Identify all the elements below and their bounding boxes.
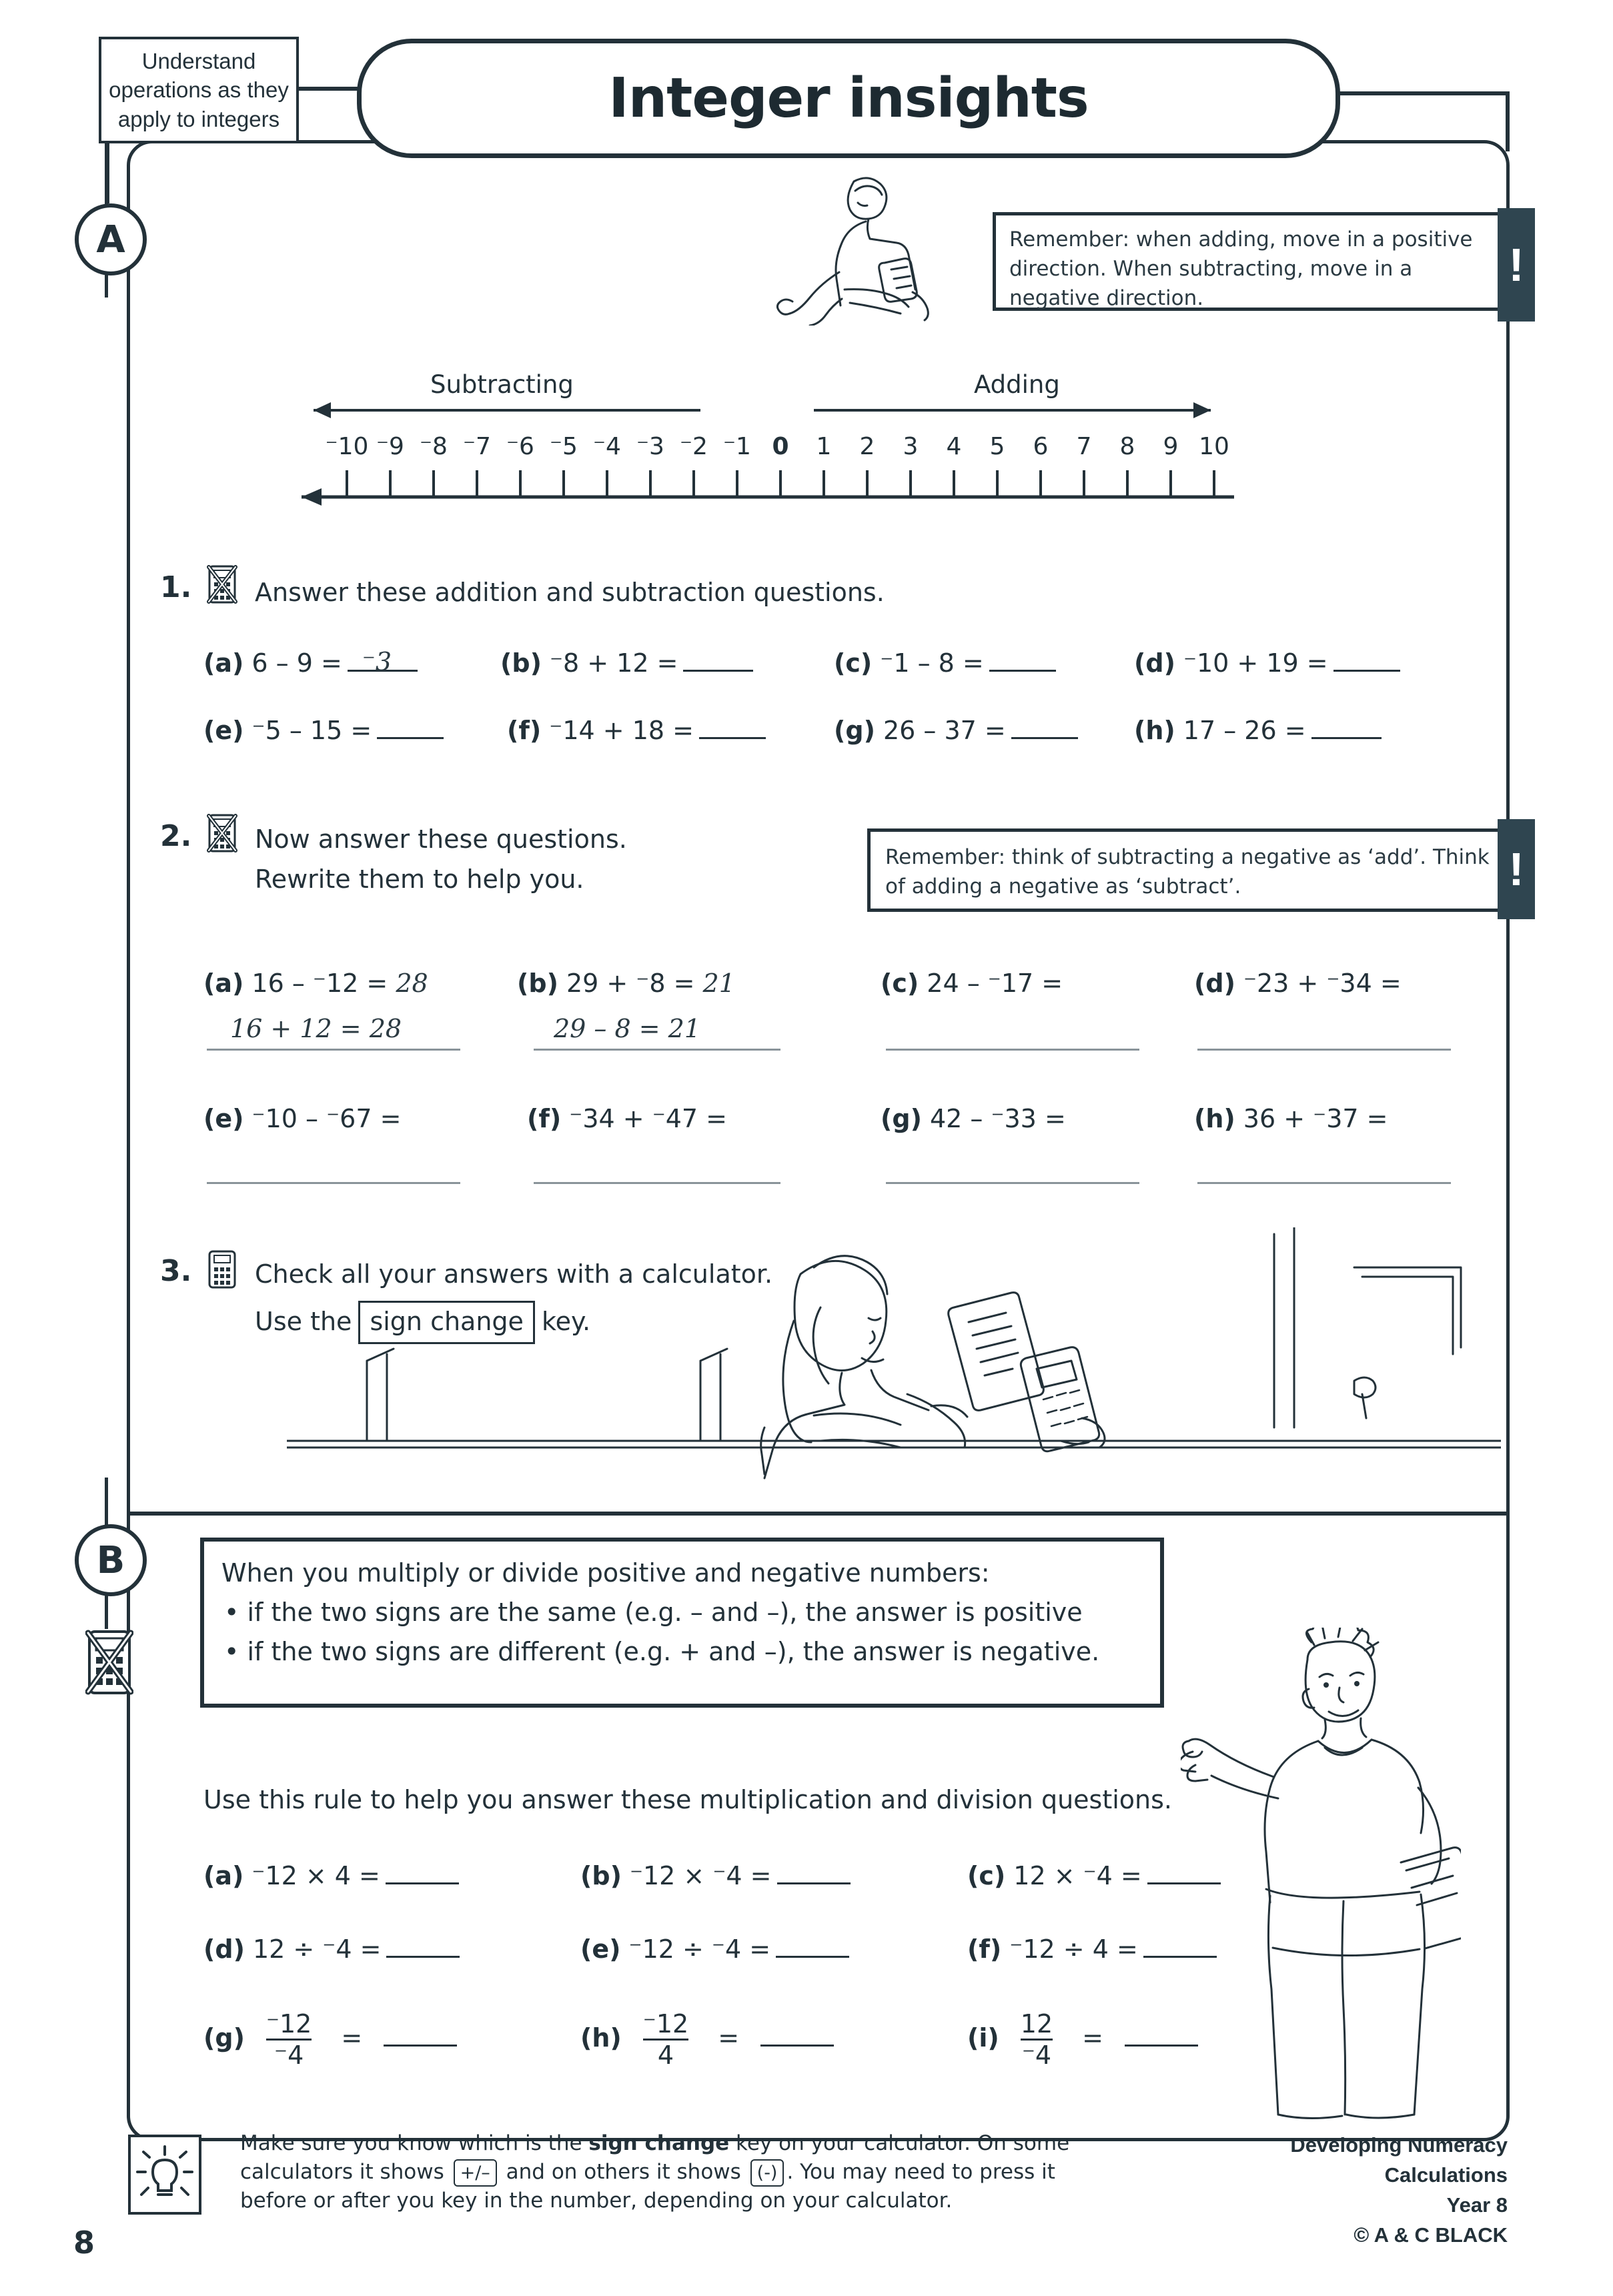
b-item-h-label: (h)	[580, 2023, 622, 2053]
q2-item-c-label: (c)	[881, 969, 919, 998]
b-item-a-label: (a)	[203, 1861, 244, 1890]
number-line-tick: ⁻1	[723, 433, 751, 460]
q1-item-a-label: (a)	[203, 648, 244, 678]
q1-item-c-answer-blank[interactable]	[989, 670, 1056, 672]
tip-part-4: . You may need to press it before or after you key in the number, depending on your calculator.	[240, 2159, 1055, 2213]
number-line-tick: ⁻8	[420, 433, 448, 460]
key-paren-minus: (-)	[750, 2159, 784, 2187]
q1-item-h-answer-blank[interactable]	[1311, 737, 1382, 739]
exclamation-marker-2	[1498, 819, 1535, 919]
b-item-i-numerator: 12	[1020, 2009, 1053, 2039]
q1-item-b-answer-blank[interactable]	[683, 670, 753, 672]
exclamation-glyph-2: !	[1508, 843, 1524, 895]
b-item-g-label: (g)	[203, 2023, 245, 2053]
q1-item-d-label: (d)	[1134, 648, 1175, 678]
number-line-tick: 5	[989, 433, 1005, 460]
b-item-c-expr: 12 × ⁻4 =	[1013, 1861, 1142, 1890]
tip-part-3: and on others it shows	[499, 2159, 748, 2184]
b-item-f-label: (f)	[967, 1934, 1002, 1964]
q2-item-h-work-line[interactable]	[1197, 1182, 1451, 1184]
b-item-i	[967, 2009, 1198, 2070]
q1-item-c-expr: ⁻1 – 8 =	[880, 648, 984, 678]
objective-text: Understand operations as they apply to integers	[109, 48, 289, 131]
number-line-tick: ⁻3	[636, 433, 664, 460]
section-b-instruction: Use this rule to help you answer these multiplication and division questions.	[203, 1785, 1173, 1814]
q1-item-a-expr: 6 – 9 =	[251, 648, 342, 678]
q2-item-b	[517, 969, 735, 998]
section-a-letter: A	[96, 217, 125, 261]
q1-item-g-expr: 26 – 37 =	[883, 716, 1006, 745]
q2-item-d-work-line[interactable]	[1197, 1049, 1451, 1051]
q2-item-h	[1194, 1104, 1388, 1133]
b-item-e-answer-blank[interactable]	[776, 1956, 849, 1958]
rule-bullet-2: • if the two signs are different (e.g. + and –), the answer is negative.	[224, 1636, 1100, 1666]
q1-item-e	[203, 716, 444, 745]
question-3-line2-after: key.	[541, 1307, 591, 1336]
q2-item-f-label: (f)	[527, 1104, 562, 1133]
b-item-b-answer-blank[interactable]	[777, 1882, 851, 1884]
remember-text-2: Remember: think of subtracting a negative as ‘add’. Think of adding a negative as ‘subtract’.	[885, 845, 1490, 899]
q2-item-c-work-line[interactable]	[886, 1049, 1139, 1051]
q1-item-a-answer: ⁻3	[362, 647, 392, 676]
seated-boy-illustration	[754, 172, 1001, 326]
q1-item-h-expr: 17 – 26 =	[1183, 716, 1306, 745]
q2-item-e	[203, 1104, 401, 1133]
pointing-boy-illustration	[1181, 1628, 1461, 2121]
q1-item-g-label: (g)	[834, 716, 875, 745]
number-line-tick: 7	[1076, 433, 1092, 460]
title-banner	[357, 39, 1340, 158]
q2-item-c-expr: 24 – ⁻17 =	[927, 969, 1063, 998]
q2-item-f-work-line[interactable]	[534, 1182, 780, 1184]
q2-item-f	[527, 1104, 727, 1133]
b-item-f-answer-blank[interactable]	[1143, 1956, 1217, 1958]
q1-item-c	[834, 648, 1056, 678]
q2-item-b-work-line[interactable]	[534, 1049, 780, 1051]
number-line-label-subtracting: Subtracting	[430, 370, 574, 399]
q2-item-d-label: (d)	[1194, 969, 1235, 998]
remember-box-negatives	[867, 828, 1511, 912]
q2-item-c	[881, 969, 1063, 998]
b-item-c	[967, 1861, 1221, 1890]
q2-item-a-expr: 16 – ⁻12 =	[251, 969, 388, 998]
b-item-d-answer-blank[interactable]	[386, 1956, 460, 1958]
q2-item-d-expr: ⁻23 + ⁻34 =	[1243, 969, 1402, 998]
page-title: Integer insights	[608, 67, 1089, 130]
publisher-line-4: © A & C BLACK	[1354, 2223, 1508, 2247]
number-line-tick: ⁻5	[550, 433, 578, 460]
tip-part-1: Make sure you know which is the	[240, 2131, 589, 2155]
rule-bullet-1: • if the two signs are the same (e.g. – and –), the answer is positive	[224, 1597, 1083, 1627]
q1-item-b	[500, 648, 753, 678]
number-line-tick: ⁻6	[506, 433, 534, 460]
b-item-h-equals: =	[718, 2023, 740, 2053]
number-line-tick: 3	[903, 433, 919, 460]
b-item-b-expr: ⁻12 × ⁻4 =	[629, 1861, 772, 1890]
title-right-drop	[1506, 91, 1510, 151]
q1-item-f-expr: ⁻14 + 18 =	[549, 716, 694, 745]
b-item-d	[203, 1934, 460, 1964]
number-line-tick: 1	[816, 433, 832, 460]
q2-item-a-label: (a)	[203, 969, 244, 998]
number-line-tick: ⁻9	[376, 433, 404, 460]
q2-item-g-work-line[interactable]	[886, 1182, 1139, 1184]
q1-item-d	[1134, 648, 1400, 678]
number-line-tick: 10	[1199, 433, 1229, 460]
q2-item-a	[203, 969, 428, 998]
b-item-h	[580, 2009, 834, 2070]
q2-item-b-work: 29 – 8 = 21	[554, 1014, 701, 1043]
b-item-g-equals: =	[341, 2023, 363, 2053]
b-item-h-numerator: ⁻12	[642, 2009, 689, 2039]
question-3-line2-before: Use the	[255, 1307, 352, 1336]
b-item-f	[967, 1934, 1217, 1964]
b-item-c-answer-blank[interactable]	[1147, 1882, 1221, 1884]
number-line-tick: ⁻7	[463, 433, 491, 460]
q1-item-g	[834, 716, 1078, 745]
b-item-h-answer-blank[interactable]	[760, 2045, 834, 2047]
number-line-tick: 4	[946, 433, 962, 460]
question-2-instruction-line2: Rewrite them to help you.	[255, 865, 584, 894]
q2-item-g	[881, 1104, 1066, 1133]
question-1-number: 1.	[160, 570, 192, 604]
section-b-badge	[75, 1524, 147, 1596]
q2-item-g-label: (g)	[881, 1104, 922, 1133]
q1-item-c-label: (c)	[834, 648, 873, 678]
q1-item-a-answer-blank[interactable]	[348, 647, 418, 676]
b-item-i-denominator: ⁻4	[1021, 2039, 1053, 2070]
q2-item-a-work: 16 + 12 = 28	[230, 1014, 402, 1043]
key-plus-minus: +/–	[454, 2159, 497, 2187]
q2-item-d	[1194, 969, 1402, 998]
b-item-g-answer-blank[interactable]	[384, 2045, 457, 2047]
objective-connector-line	[299, 87, 363, 91]
q1-item-f-answer-blank[interactable]	[699, 737, 766, 739]
question-2-instruction-line1: Now answer these questions.	[255, 824, 627, 854]
b-item-a	[203, 1861, 459, 1890]
exclamation-marker-1	[1498, 208, 1535, 322]
b-item-i-answer-blank[interactable]	[1125, 2045, 1198, 2047]
tip-bold: sign change	[588, 2131, 730, 2155]
tip-lightbulb-box	[128, 2135, 201, 2215]
q1-item-d-expr: ⁻10 + 19 =	[1183, 648, 1328, 678]
b-item-g-numerator: ⁻12	[265, 2009, 312, 2039]
title-right-connector	[1331, 91, 1508, 95]
remember-box-adding	[993, 212, 1513, 311]
q2-item-a-answer: 28	[396, 969, 428, 998]
footer-tip-text	[240, 2129, 1127, 2215]
b-item-c-label: (c)	[967, 1861, 1006, 1890]
q1-item-a	[203, 648, 418, 678]
q1-item-h	[1134, 716, 1382, 745]
b-item-e-expr: ⁻12 ÷ ⁻4 =	[628, 1934, 771, 1964]
q2-item-e-label: (e)	[203, 1104, 244, 1133]
number-line-tick: 8	[1119, 433, 1135, 460]
no-calculator-icon-q2	[207, 812, 237, 854]
q1-item-d-answer-blank[interactable]	[1333, 670, 1400, 672]
q1-item-g-answer-blank[interactable]	[1011, 737, 1078, 739]
q1-item-h-label: (h)	[1134, 716, 1175, 745]
multiply-divide-rule-box	[200, 1538, 1164, 1708]
calculator-icon-q3	[207, 1249, 237, 1290]
q1-item-b-label: (b)	[500, 648, 542, 678]
q1-item-f	[507, 716, 766, 745]
q2-item-e-expr: ⁻10 – ⁻67 =	[251, 1104, 402, 1133]
rule-heading: When you multiply or divide positive and negative numbers:	[221, 1558, 990, 1588]
q1-item-b-expr: ⁻8 + 12 =	[549, 648, 678, 678]
badge-a-stem-top	[105, 143, 108, 205]
q1-item-e-answer-blank[interactable]	[377, 737, 444, 739]
number-line-tick: ⁻4	[593, 433, 621, 460]
b-item-e	[580, 1934, 849, 1964]
b-item-a-expr: ⁻12 × 4 =	[251, 1861, 380, 1890]
girl-with-calculator-illustration	[287, 1227, 1501, 1508]
q1-item-e-label: (e)	[203, 716, 244, 745]
q2-item-h-expr: 36 + ⁻37 =	[1243, 1104, 1388, 1133]
q2-item-f-expr: ⁻34 + ⁻47 =	[569, 1104, 728, 1133]
b-item-i-equals: =	[1082, 2023, 1103, 2053]
q1-item-f-label: (f)	[507, 716, 542, 745]
number-line-tick-zero: 0	[772, 433, 789, 460]
b-item-i-label: (i)	[967, 2023, 999, 2053]
question-1-instruction: Answer these addition and subtraction questions.	[255, 578, 885, 607]
q2-item-h-label: (h)	[1194, 1104, 1235, 1133]
objective-tag	[99, 37, 299, 143]
b-item-d-expr: 12 ÷ ⁻4 =	[252, 1934, 382, 1964]
q1-item-e-expr: ⁻5 – 15 =	[251, 716, 372, 745]
section-a-badge	[75, 203, 147, 275]
b-item-e-label: (e)	[580, 1934, 621, 1964]
publisher-line-3: Year 8	[1446, 2193, 1508, 2217]
number-line-tick: ⁻2	[680, 433, 708, 460]
q2-item-b-answer: 21	[702, 969, 735, 998]
b-item-d-label: (d)	[203, 1934, 245, 1964]
badge-b-stem-top	[105, 1478, 108, 1526]
question-3-number: 3.	[160, 1254, 192, 1288]
b-item-b-label: (b)	[580, 1861, 622, 1890]
publisher-line-2: Calculations	[1384, 2163, 1508, 2187]
number-line-tick: 2	[859, 433, 875, 460]
q2-item-b-expr: 29 + ⁻8 =	[566, 969, 695, 998]
remember-text-1: Remember: when adding, move in a positive direction. When subtracting, move in a negative direction.	[1009, 227, 1473, 311]
number-line-tick: ⁻10	[325, 433, 369, 460]
b-item-a-answer-blank[interactable]	[386, 1882, 459, 1884]
sign-change-key-box[interactable]: sign change	[358, 1301, 535, 1344]
exclamation-glyph-1: !	[1508, 239, 1524, 291]
number-line-label-adding: Adding	[974, 370, 1060, 399]
b-item-h-denominator: 4	[643, 2039, 688, 2070]
number-line-tick: 6	[1033, 433, 1049, 460]
number-line	[287, 370, 1301, 524]
section-b-letter: B	[96, 1538, 125, 1582]
tip-part-2: key on your calculator. On some calculators it shows	[240, 2131, 1070, 2184]
question-3-line1: Check all your answers with a calculator.	[255, 1259, 773, 1289]
publisher-line-1: Developing Numeracy	[1290, 2133, 1508, 2157]
b-item-f-expr: ⁻12 ÷ 4 =	[1009, 1934, 1138, 1964]
number-line-tick: 9	[1163, 433, 1179, 460]
q2-item-g-expr: 42 – ⁻33 =	[929, 1104, 1066, 1133]
page-number: 8	[73, 2225, 95, 2261]
q2-item-e-work-line[interactable]	[207, 1182, 460, 1184]
b-item-g-denominator: ⁻4	[266, 2039, 312, 2070]
q2-item-a-work-line[interactable]	[207, 1049, 460, 1051]
publisher-block	[1134, 2131, 1508, 2251]
b-item-b	[580, 1861, 851, 1890]
q2-item-b-label: (b)	[517, 969, 558, 998]
no-calculator-icon-q1	[207, 564, 237, 605]
b-item-g	[203, 2009, 457, 2070]
no-calculator-icon	[85, 1628, 133, 1697]
question-2-number: 2.	[160, 819, 192, 853]
